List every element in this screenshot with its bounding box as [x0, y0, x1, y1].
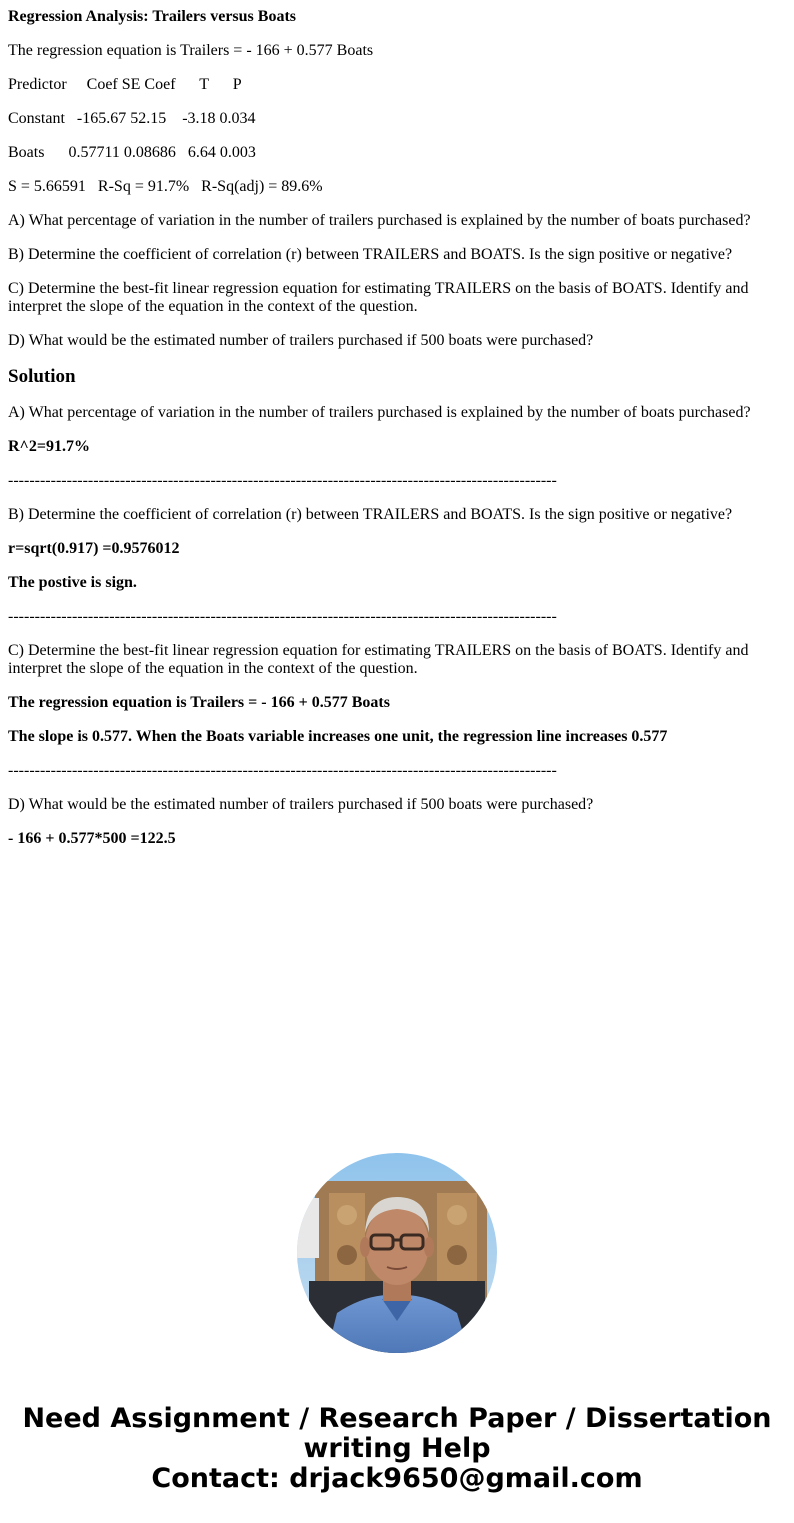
question-d: D) What would be the estimated number of trailers purchased if 500 boats were purchased?: [8, 332, 594, 349]
answer-a: R^2=91.7%: [8, 438, 90, 455]
separator: -------------------------------------------------------------------------------------------------------: [8, 762, 557, 779]
promo-line-2: writing Help: [303, 1433, 491, 1464]
solution-question-a: A) What percentage of variation in the number of trailers purchased is explained by the number of boats purchased?: [8, 404, 751, 421]
separator: -------------------------------------------------------------------------------------------------------: [8, 608, 557, 625]
question-b: B) Determine the coefficient of correlation (r) between TRAILERS and BOATS. Is the sign positive or negative?: [8, 246, 733, 263]
model-summary: S = 5.66591 R-Sq = 91.7% R-Sq(adj) = 89.6%: [8, 178, 323, 195]
table-row-constant: Constant -165.67 52.15 -3.18 0.034: [8, 110, 256, 127]
author-portrait-image: [297, 1153, 497, 1353]
separator: -------------------------------------------------------------------------------------------------------: [8, 472, 557, 489]
author-avatar: [297, 1153, 497, 1353]
question-a: A) What percentage of variation in the number of trailers purchased is explained by the number of boats purchased?: [8, 212, 751, 229]
answer-b-sign: The postive is sign.: [8, 574, 137, 591]
promo-contact: Contact: drjack9650@gmail.com: [151, 1463, 643, 1494]
answer-c-equation: The regression equation is Trailers = - 166 + 0.577 Boats: [8, 694, 390, 711]
solution-heading: Solution: [8, 366, 76, 387]
answer-b-correlation: r=sqrt(0.917) =0.9576012: [8, 540, 180, 557]
answer-d: - 166 + 0.577*500 =122.5: [8, 830, 176, 847]
question-c: C) Determine the best-fit linear regression equation for estimating TRAILERS on the basis of BOATS. Identify and interpret the slope of the equation in the context of the question.: [8, 280, 753, 315]
promo-line-1: Need Assignment / Research Paper / Dissertation: [22, 1403, 772, 1434]
document-body: [8, 8, 786, 864]
solution-question-d: D) What would be the estimated number of trailers purchased if 500 boats were purchased?: [8, 796, 594, 813]
table-row-boats: Boats 0.57711 0.08686 6.64 0.003: [8, 144, 256, 161]
document-title: Regression Analysis: Trailers versus Boats: [8, 8, 297, 25]
table-header: Predictor Coef SE Coef T P: [8, 76, 242, 93]
solution-question-c: C) Determine the best-fit linear regression equation for estimating TRAILERS on the basis of BOATS. Identify and interpret the slope of the equation in the context of the question.: [8, 642, 753, 677]
regression-equation: The regression equation is Trailers = - 166 + 0.577 Boats: [8, 42, 374, 59]
answer-c-slope: The slope is 0.577. When the Boats variable increases one unit, the regression line increases 0.577: [8, 728, 668, 745]
solution-question-b: B) Determine the coefficient of correlation (r) between TRAILERS and BOATS. Is the sign positive or negative?: [8, 506, 733, 523]
promo-banner: [0, 1404, 794, 1494]
